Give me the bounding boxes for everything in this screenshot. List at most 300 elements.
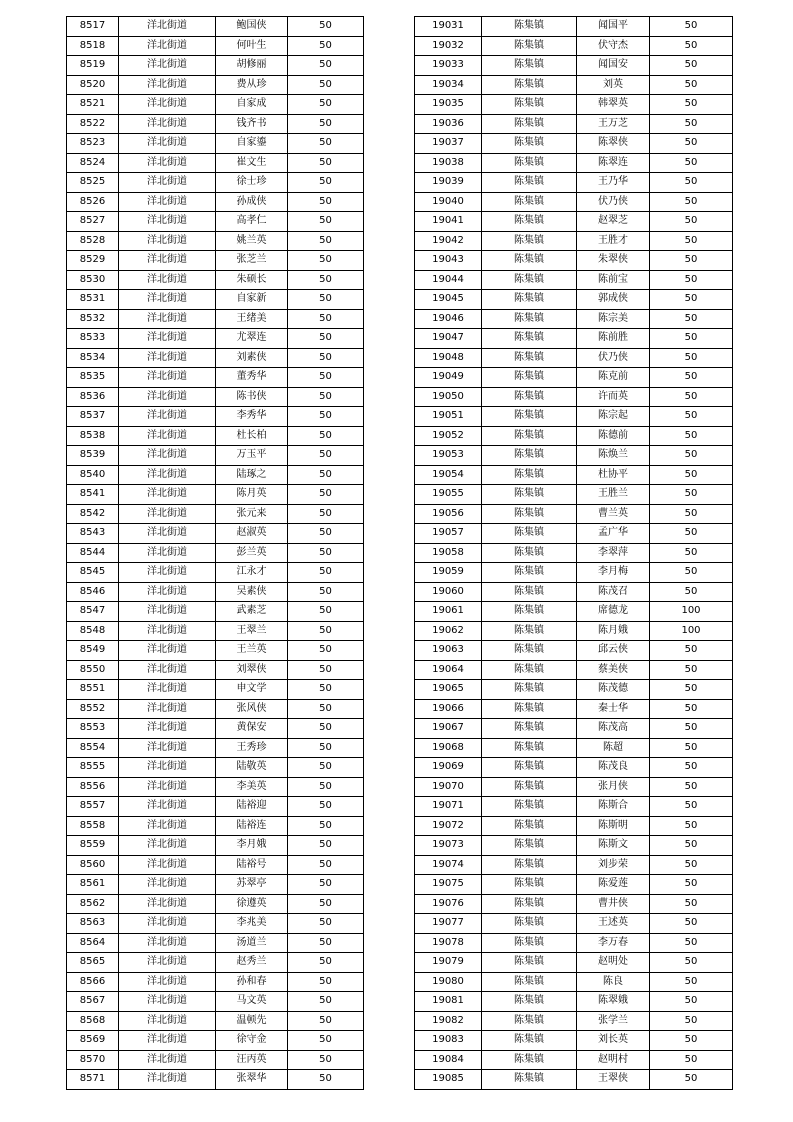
- table-row: [67, 270, 364, 290]
- amount-cell: 50: [650, 153, 733, 173]
- table-row: [67, 426, 364, 446]
- record-number-cell: 8528: [67, 231, 119, 251]
- table-row: [415, 758, 733, 778]
- record-number-cell: 8531: [67, 290, 119, 310]
- table-row: [415, 680, 733, 700]
- table-row: [415, 192, 733, 212]
- record-number-cell: 19039: [415, 173, 482, 193]
- person-name-cell: 陈克前: [577, 368, 650, 388]
- person-name-cell: 陈宗美: [577, 309, 650, 329]
- record-number-cell: 8525: [67, 173, 119, 193]
- amount-cell: 50: [288, 933, 364, 953]
- table-row: [67, 134, 364, 154]
- amount-cell: 50: [650, 387, 733, 407]
- district-cell: 洋北街道: [119, 36, 216, 56]
- table-row: [415, 563, 733, 583]
- right-roster-table: [414, 16, 733, 1090]
- person-name-cell: 苏翠亭: [216, 875, 288, 895]
- district-cell: 陈集镇: [482, 992, 577, 1012]
- person-name-cell: 邱云侠: [577, 641, 650, 661]
- amount-cell: 50: [288, 504, 364, 524]
- person-name-cell: 张元来: [216, 504, 288, 524]
- amount-cell: 50: [650, 992, 733, 1012]
- person-name-cell: 张月侠: [577, 777, 650, 797]
- table-row: [415, 17, 733, 37]
- table-row: [67, 699, 364, 719]
- amount-cell: 50: [650, 894, 733, 914]
- table-row: [415, 485, 733, 505]
- person-name-cell: 曹兰英: [577, 504, 650, 524]
- table-row: [415, 602, 733, 622]
- record-number-cell: 8519: [67, 56, 119, 76]
- district-cell: 陈集镇: [482, 524, 577, 544]
- amount-cell: 50: [288, 17, 364, 37]
- table-row: [415, 173, 733, 193]
- person-name-cell: 刘素侠: [216, 348, 288, 368]
- person-name-cell: 胡修丽: [216, 56, 288, 76]
- person-name-cell: 江永才: [216, 563, 288, 583]
- record-number-cell: 19041: [415, 212, 482, 232]
- person-name-cell: 何叶生: [216, 36, 288, 56]
- district-cell: 洋北街道: [119, 1050, 216, 1070]
- district-cell: 洋北街道: [119, 290, 216, 310]
- amount-cell: 50: [288, 485, 364, 505]
- person-name-cell: 张风侠: [216, 699, 288, 719]
- amount-cell: 50: [650, 114, 733, 134]
- person-name-cell: 郭成侠: [577, 290, 650, 310]
- amount-cell: 50: [288, 95, 364, 115]
- amount-cell: 50: [288, 270, 364, 290]
- table-row: [67, 992, 364, 1012]
- person-name-cell: 张翠华: [216, 1070, 288, 1090]
- record-number-cell: 19070: [415, 777, 482, 797]
- record-number-cell: 8564: [67, 933, 119, 953]
- amount-cell: 50: [288, 543, 364, 563]
- amount-cell: 50: [650, 290, 733, 310]
- person-name-cell: 陆裕迎: [216, 797, 288, 817]
- record-number-cell: 19061: [415, 602, 482, 622]
- amount-cell: 50: [650, 192, 733, 212]
- table-row: [415, 36, 733, 56]
- table-row: [415, 719, 733, 739]
- person-name-cell: 申文学: [216, 680, 288, 700]
- person-name-cell: 徐士珍: [216, 173, 288, 193]
- person-name-cell: 伏乃侠: [577, 192, 650, 212]
- table-row: [67, 407, 364, 427]
- record-number-cell: 19059: [415, 563, 482, 583]
- amount-cell: 50: [650, 56, 733, 76]
- person-name-cell: 陈前胜: [577, 329, 650, 349]
- record-number-cell: 8542: [67, 504, 119, 524]
- record-number-cell: 8558: [67, 816, 119, 836]
- district-cell: 陈集镇: [482, 251, 577, 271]
- district-cell: 陈集镇: [482, 290, 577, 310]
- record-number-cell: 8550: [67, 660, 119, 680]
- record-number-cell: 8523: [67, 134, 119, 154]
- table-row: [415, 446, 733, 466]
- amount-cell: 50: [288, 192, 364, 212]
- district-cell: 洋北街道: [119, 855, 216, 875]
- person-name-cell: 李月娥: [216, 836, 288, 856]
- table-row: [415, 426, 733, 446]
- district-cell: 陈集镇: [482, 329, 577, 349]
- amount-cell: 50: [288, 1070, 364, 1090]
- table-row: [415, 134, 733, 154]
- person-name-cell: 陈良: [577, 972, 650, 992]
- district-cell: 陈集镇: [482, 894, 577, 914]
- person-name-cell: 鲍国侠: [216, 17, 288, 37]
- amount-cell: 50: [650, 348, 733, 368]
- table-row: [67, 816, 364, 836]
- district-cell: 洋北街道: [119, 270, 216, 290]
- district-cell: 洋北街道: [119, 329, 216, 349]
- amount-cell: 50: [650, 972, 733, 992]
- amount-cell: 50: [288, 329, 364, 349]
- amount-cell: 50: [288, 446, 364, 466]
- table-row: [415, 524, 733, 544]
- table-row: [415, 660, 733, 680]
- person-name-cell: 李月梅: [577, 563, 650, 583]
- amount-cell: 50: [650, 797, 733, 817]
- record-number-cell: 8541: [67, 485, 119, 505]
- district-cell: 陈集镇: [482, 1050, 577, 1070]
- person-name-cell: 蔡美侠: [577, 660, 650, 680]
- amount-cell: 50: [650, 816, 733, 836]
- record-number-cell: 8537: [67, 407, 119, 427]
- amount-cell: 50: [650, 75, 733, 95]
- amount-cell: 50: [650, 836, 733, 856]
- table-row: [415, 699, 733, 719]
- district-cell: 洋北街道: [119, 543, 216, 563]
- record-number-cell: 8570: [67, 1050, 119, 1070]
- person-name-cell: 伏守杰: [577, 36, 650, 56]
- table-row: [67, 914, 364, 934]
- district-cell: 陈集镇: [482, 1031, 577, 1051]
- table-row: [67, 719, 364, 739]
- district-cell: 陈集镇: [482, 914, 577, 934]
- table-row: [415, 231, 733, 251]
- amount-cell: 50: [288, 36, 364, 56]
- district-cell: 陈集镇: [482, 972, 577, 992]
- district-cell: 洋北街道: [119, 777, 216, 797]
- table-row: [415, 914, 733, 934]
- record-number-cell: 8526: [67, 192, 119, 212]
- amount-cell: 50: [288, 348, 364, 368]
- district-cell: 洋北街道: [119, 1011, 216, 1031]
- record-number-cell: 8538: [67, 426, 119, 446]
- amount-cell: 50: [288, 680, 364, 700]
- person-name-cell: 陈茂良: [577, 758, 650, 778]
- person-name-cell: 高孝仁: [216, 212, 288, 232]
- district-cell: 陈集镇: [482, 134, 577, 154]
- table-row: [67, 680, 364, 700]
- amount-cell: 50: [288, 1050, 364, 1070]
- table-row: [415, 972, 733, 992]
- table-row: [67, 758, 364, 778]
- district-cell: 陈集镇: [482, 485, 577, 505]
- amount-cell: 50: [288, 524, 364, 544]
- record-number-cell: 19042: [415, 231, 482, 251]
- record-number-cell: 19058: [415, 543, 482, 563]
- amount-cell: 50: [288, 75, 364, 95]
- table-row: [67, 1031, 364, 1051]
- table-row: [415, 582, 733, 602]
- person-name-cell: 朱硕长: [216, 270, 288, 290]
- district-cell: 洋北街道: [119, 621, 216, 641]
- table-row: [415, 816, 733, 836]
- district-cell: 陈集镇: [482, 543, 577, 563]
- person-name-cell: 王乃华: [577, 173, 650, 193]
- record-number-cell: 8551: [67, 680, 119, 700]
- amount-cell: 50: [288, 582, 364, 602]
- table-row: [415, 855, 733, 875]
- person-name-cell: 杜协平: [577, 465, 650, 485]
- person-name-cell: 刘英: [577, 75, 650, 95]
- amount-cell: 50: [288, 894, 364, 914]
- table-row: [415, 368, 733, 388]
- table-row: [67, 894, 364, 914]
- record-number-cell: 8560: [67, 855, 119, 875]
- record-number-cell: 19062: [415, 621, 482, 641]
- district-cell: 陈集镇: [482, 1011, 577, 1031]
- right-roster-body: [415, 17, 733, 1090]
- amount-cell: 50: [288, 309, 364, 329]
- table-row: [415, 1050, 733, 1070]
- record-number-cell: 19053: [415, 446, 482, 466]
- table-row: [67, 75, 364, 95]
- record-number-cell: 8534: [67, 348, 119, 368]
- district-cell: 陈集镇: [482, 816, 577, 836]
- record-number-cell: 19033: [415, 56, 482, 76]
- record-number-cell: 19077: [415, 914, 482, 934]
- district-cell: 洋北街道: [119, 114, 216, 134]
- table-row: [67, 875, 364, 895]
- amount-cell: 50: [288, 368, 364, 388]
- district-cell: 陈集镇: [482, 582, 577, 602]
- person-name-cell: 陆敬英: [216, 758, 288, 778]
- district-cell: 洋北街道: [119, 426, 216, 446]
- district-cell: 洋北街道: [119, 212, 216, 232]
- amount-cell: 50: [288, 660, 364, 680]
- amount-cell: 50: [288, 563, 364, 583]
- table-row: [415, 270, 733, 290]
- record-number-cell: 8529: [67, 251, 119, 271]
- amount-cell: 50: [288, 777, 364, 797]
- person-name-cell: 陈宗起: [577, 407, 650, 427]
- table-row: [415, 738, 733, 758]
- district-cell: 洋北街道: [119, 231, 216, 251]
- person-name-cell: 刘翠侠: [216, 660, 288, 680]
- person-name-cell: 王述英: [577, 914, 650, 934]
- amount-cell: 50: [288, 758, 364, 778]
- district-cell: 陈集镇: [482, 797, 577, 817]
- record-number-cell: 19049: [415, 368, 482, 388]
- person-name-cell: 陈翠连: [577, 153, 650, 173]
- district-cell: 陈集镇: [482, 563, 577, 583]
- amount-cell: 50: [650, 641, 733, 661]
- record-number-cell: 8520: [67, 75, 119, 95]
- person-name-cell: 陈书侠: [216, 387, 288, 407]
- person-name-cell: 曹井侠: [577, 894, 650, 914]
- district-cell: 洋北街道: [119, 699, 216, 719]
- left-roster-body: [67, 17, 364, 1090]
- amount-cell: 50: [288, 173, 364, 193]
- table-row: [415, 329, 733, 349]
- amount-cell: 50: [650, 485, 733, 505]
- record-number-cell: 19063: [415, 641, 482, 661]
- person-name-cell: 汤道兰: [216, 933, 288, 953]
- person-name-cell: 汪丙英: [216, 1050, 288, 1070]
- table-row: [415, 1070, 733, 1090]
- district-cell: 洋北街道: [119, 719, 216, 739]
- district-cell: 洋北街道: [119, 368, 216, 388]
- amount-cell: 50: [288, 797, 364, 817]
- amount-cell: 50: [650, 680, 733, 700]
- record-number-cell: 8527: [67, 212, 119, 232]
- record-number-cell: 19072: [415, 816, 482, 836]
- table-row: [415, 153, 733, 173]
- record-number-cell: 19068: [415, 738, 482, 758]
- record-number-cell: 8545: [67, 563, 119, 583]
- district-cell: 陈集镇: [482, 836, 577, 856]
- amount-cell: 50: [288, 621, 364, 641]
- amount-cell: 50: [650, 134, 733, 154]
- person-name-cell: 陈爱莲: [577, 875, 650, 895]
- person-name-cell: 王胜才: [577, 231, 650, 251]
- record-number-cell: 19048: [415, 348, 482, 368]
- table-row: [415, 797, 733, 817]
- record-number-cell: 8548: [67, 621, 119, 641]
- district-cell: 洋北街道: [119, 95, 216, 115]
- district-cell: 洋北街道: [119, 953, 216, 973]
- table-row: [415, 114, 733, 134]
- record-number-cell: 19040: [415, 192, 482, 212]
- district-cell: 洋北街道: [119, 602, 216, 622]
- amount-cell: 50: [650, 543, 733, 563]
- district-cell: 陈集镇: [482, 933, 577, 953]
- table-row: [67, 348, 364, 368]
- table-row: [67, 309, 364, 329]
- person-name-cell: 吴素侠: [216, 582, 288, 602]
- district-cell: 陈集镇: [482, 192, 577, 212]
- amount-cell: 50: [288, 1031, 364, 1051]
- person-name-cell: 姚兰英: [216, 231, 288, 251]
- table-row: [415, 407, 733, 427]
- district-cell: 洋北街道: [119, 797, 216, 817]
- district-cell: 陈集镇: [482, 270, 577, 290]
- table-row: [67, 582, 364, 602]
- amount-cell: 50: [288, 641, 364, 661]
- district-cell: 陈集镇: [482, 504, 577, 524]
- table-row: [67, 114, 364, 134]
- table-row: [415, 543, 733, 563]
- amount-cell: 50: [650, 855, 733, 875]
- table-row: [67, 641, 364, 661]
- district-cell: 陈集镇: [482, 114, 577, 134]
- table-row: [67, 563, 364, 583]
- district-cell: 陈集镇: [482, 368, 577, 388]
- table-row: [67, 192, 364, 212]
- person-name-cell: 徐遵英: [216, 894, 288, 914]
- amount-cell: 50: [650, 504, 733, 524]
- table-row: [67, 602, 364, 622]
- amount-cell: 50: [650, 777, 733, 797]
- record-number-cell: 8535: [67, 368, 119, 388]
- person-name-cell: 陈翠侠: [577, 134, 650, 154]
- amount-cell: 50: [288, 914, 364, 934]
- record-number-cell: 8517: [67, 17, 119, 37]
- record-number-cell: 8565: [67, 953, 119, 973]
- record-number-cell: 8571: [67, 1070, 119, 1090]
- person-name-cell: 赵明村: [577, 1050, 650, 1070]
- district-cell: 陈集镇: [482, 173, 577, 193]
- amount-cell: 50: [650, 95, 733, 115]
- person-name-cell: 李秀华: [216, 407, 288, 427]
- district-cell: 洋北街道: [119, 972, 216, 992]
- amount-cell: 50: [650, 933, 733, 953]
- district-cell: 洋北街道: [119, 309, 216, 329]
- person-name-cell: 陆裕号: [216, 855, 288, 875]
- person-name-cell: 自家成: [216, 95, 288, 115]
- person-name-cell: 赵明处: [577, 953, 650, 973]
- district-cell: 洋北街道: [119, 75, 216, 95]
- district-cell: 陈集镇: [482, 75, 577, 95]
- record-number-cell: 19045: [415, 290, 482, 310]
- person-name-cell: 李美英: [216, 777, 288, 797]
- amount-cell: 50: [288, 153, 364, 173]
- person-name-cell: 陆裕连: [216, 816, 288, 836]
- table-row: [415, 933, 733, 953]
- district-cell: 陈集镇: [482, 407, 577, 427]
- table-row: [415, 56, 733, 76]
- district-cell: 洋北街道: [119, 914, 216, 934]
- district-cell: 洋北街道: [119, 446, 216, 466]
- record-number-cell: 19076: [415, 894, 482, 914]
- record-number-cell: 19078: [415, 933, 482, 953]
- amount-cell: 50: [650, 212, 733, 232]
- amount-cell: 50: [650, 699, 733, 719]
- district-cell: 陈集镇: [482, 719, 577, 739]
- table-row: [67, 17, 364, 37]
- record-number-cell: 19046: [415, 309, 482, 329]
- amount-cell: 50: [288, 114, 364, 134]
- person-name-cell: 闻国安: [577, 56, 650, 76]
- district-cell: 陈集镇: [482, 348, 577, 368]
- person-name-cell: 陆琢之: [216, 465, 288, 485]
- district-cell: 洋北街道: [119, 680, 216, 700]
- record-number-cell: 19032: [415, 36, 482, 56]
- record-number-cell: 19031: [415, 17, 482, 37]
- person-name-cell: 秦士华: [577, 699, 650, 719]
- district-cell: 陈集镇: [482, 621, 577, 641]
- record-number-cell: 8546: [67, 582, 119, 602]
- person-name-cell: 赵秀兰: [216, 953, 288, 973]
- person-name-cell: 陈斯文: [577, 836, 650, 856]
- person-name-cell: 费从珍: [216, 75, 288, 95]
- amount-cell: 50: [650, 270, 733, 290]
- district-cell: 洋北街道: [119, 582, 216, 602]
- person-name-cell: 韩翠英: [577, 95, 650, 115]
- person-name-cell: 温顿先: [216, 1011, 288, 1031]
- person-name-cell: 徐守金: [216, 1031, 288, 1051]
- district-cell: 洋北街道: [119, 407, 216, 427]
- table-row: [67, 231, 364, 251]
- amount-cell: 50: [650, 368, 733, 388]
- person-name-cell: 杜长柏: [216, 426, 288, 446]
- amount-cell: 50: [288, 855, 364, 875]
- record-number-cell: 19075: [415, 875, 482, 895]
- record-number-cell: 19057: [415, 524, 482, 544]
